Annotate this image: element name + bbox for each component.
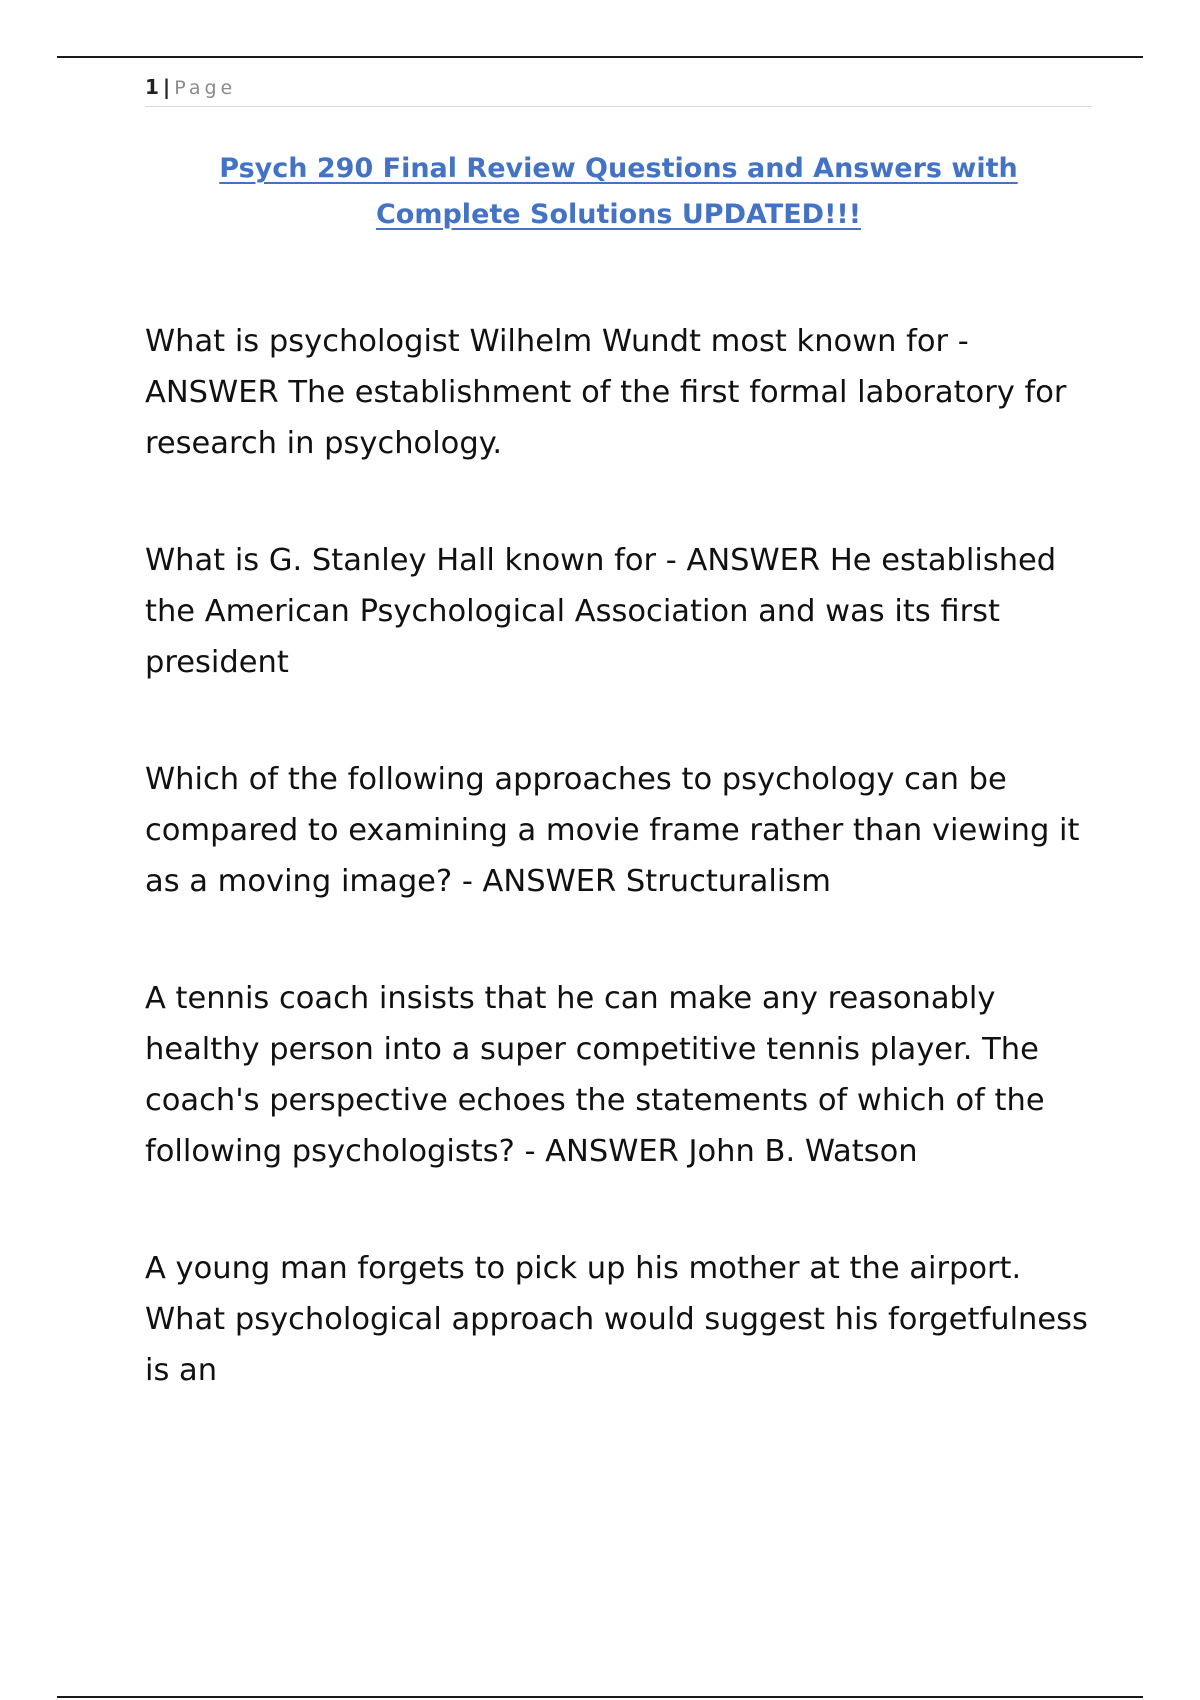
qa-item: Which of the following approaches to psychology can be compared to examining a movie frame rather than viewing it as a moving image? - ANSWER Structuralism (145, 762, 1080, 899)
bottom-rule (57, 1696, 1143, 1698)
document-title-line-2: Complete Solutions UPDATED!!! (375, 199, 862, 230)
page-number: 1 (145, 75, 159, 99)
qa-item: What is G. Stanley Hall known for - ANSWER He established the American Psychological Association and was its first president (145, 543, 1057, 680)
page-label: Page (174, 77, 237, 99)
document-title-line-1: Psych 290 Final Review Questions and Answers with (219, 153, 1018, 184)
page-separator: | (162, 75, 171, 99)
qa-item: A tennis coach insists that he can make any reasonably healthy person into a super competitive tennis player. The coach's perspective echoes the statements of which of the following psychologists? - ANSWER John B. Watson (145, 981, 1045, 1169)
page-header (145, 72, 1092, 107)
qa-item: A young man forgets to pick up his mother at the airport. What psychological approach would suggest his forgetfulness is an (145, 1251, 1088, 1388)
qa-list (145, 316, 1095, 1462)
top-rule (57, 56, 1143, 58)
qa-item: What is psychologist Wilhelm Wundt most known for - ANSWER The establishment of the first formal laboratory for research in psychology. (145, 324, 1067, 461)
document-title (145, 146, 1092, 238)
